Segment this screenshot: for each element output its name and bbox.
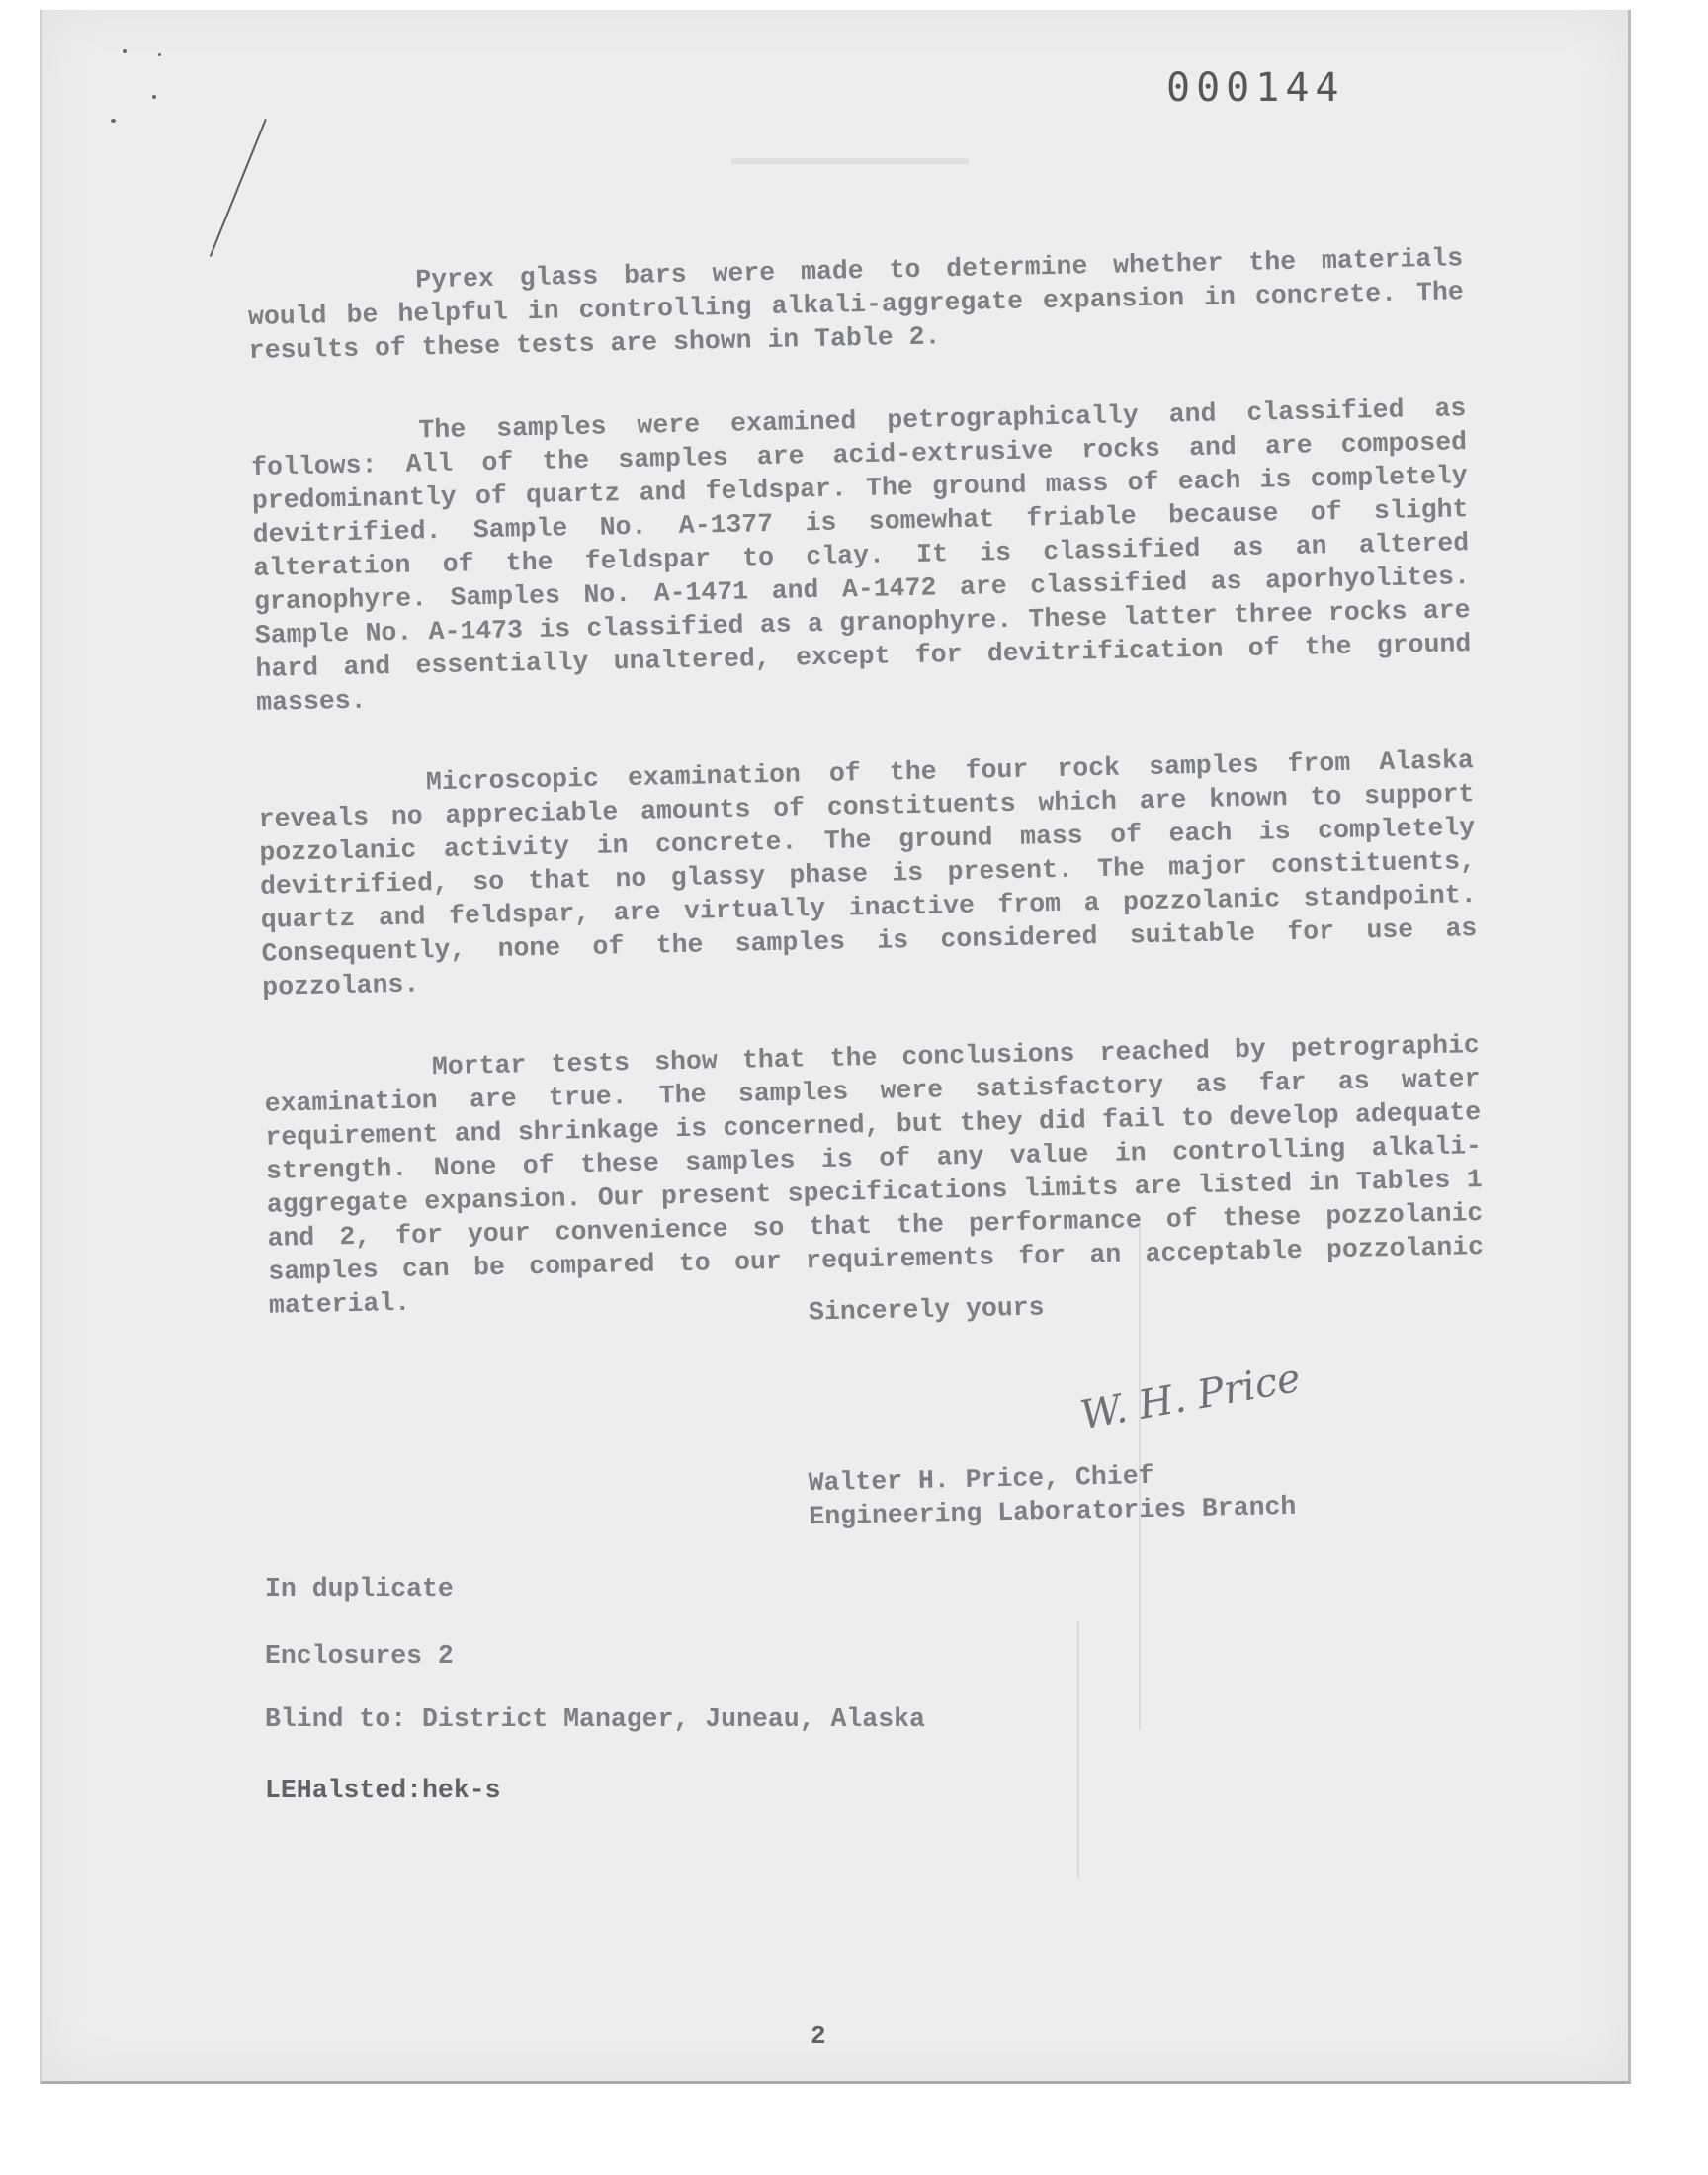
fold-line	[1077, 1621, 1079, 1878]
closing: Sincerely yours	[808, 1292, 1045, 1328]
signer-title: Engineering Laboratories Branch	[809, 1491, 1297, 1532]
signer-block	[808, 1456, 1296, 1533]
enclosures-note: Enclosures 2	[265, 1641, 454, 1671]
signature: W. H. Price	[1076, 1354, 1305, 1439]
blind-copy-note: Blind to: District Manager, Juneau, Alaska	[265, 1704, 925, 1734]
page-number: 2	[811, 2021, 826, 2050]
ink-speck	[158, 53, 161, 56]
ink-speck	[123, 49, 127, 53]
paragraph-1: Pyrex glass bars were made to determine whether the materials would be helpful in controlling alkali-aggregate expansion in concrete. The results of these tests are shown in Table 2.	[247, 243, 1465, 366]
paragraph-3: Microscopic examination of the four rock samples from Alaska reveals no appreciable amounts of constituents which are known to support pozzolanic activity in concrete. The ground mass of each is completely devitrified, so that no glassy phase is present. The major constituents, quartz and feldspar, are virtually inactive from a pozzolanic standpoint. Consequently, none of the samples is considered suitable for use as pozzolans.	[258, 745, 1478, 1002]
ink-speck	[111, 119, 116, 123]
paragraph-4: Mortar tests show that the conclusions reached by petrographic examination are true. The samples were satisfactory as far as water requirement and shrinkage is concerned, but they did fail to develop adequate strength. None of these samples is of any value in controlling alkali-aggregate expansion. Our present specifications limits are listed in Tables 1 and 2, for your convenience so that the performance of these pozzolanic samples can be compared to our requirements for an acceptable pozzolanic material.	[264, 1030, 1485, 1321]
bleed-through-mark	[731, 158, 969, 164]
copies-note: In duplicate	[265, 1574, 454, 1604]
paragraph-2: The samples were examined petrographically and classified as follows: All of the samples are acid-extrusive rocks and are composed predominantly of quartz and feldspar. The ground mass of each is completely devitrified. Sample No. A-1377 is somewhat friable because of slight alteration of the feldspar to clay. It is classified as an altered granophyre. Samples No. A-1471 and A-1472 are classified as aporhyolites. Sample No. A-1473 is classified as a granophyre. These latter three rocks are hard and essentially unaltered, except for devitrification of the ground masses.	[250, 393, 1472, 718]
document-number: 000144	[1166, 65, 1345, 111]
ink-speck	[152, 95, 156, 99]
letter-body	[247, 241, 1486, 1372]
signer-name: Walter H. Price, Chief	[808, 1460, 1154, 1499]
reference-initials: LEHalsted:hek-s	[265, 1776, 501, 1805]
